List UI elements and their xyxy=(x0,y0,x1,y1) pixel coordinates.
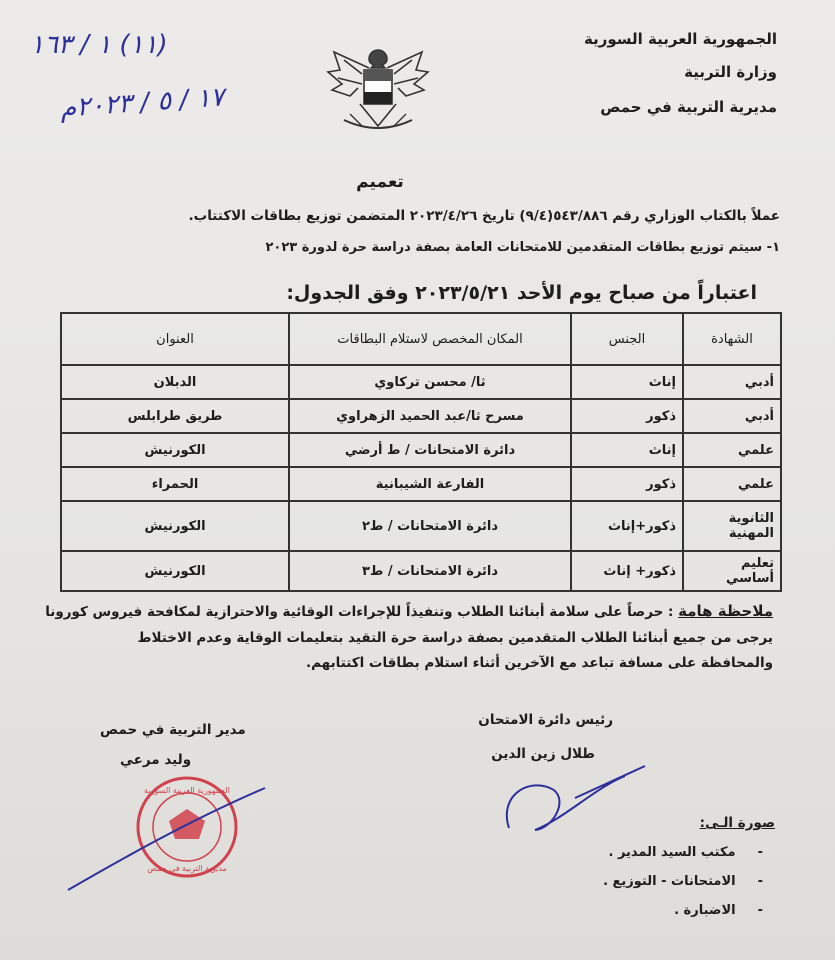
table-row xyxy=(61,365,781,399)
cell-address: الكورنيش xyxy=(61,501,289,551)
document-title: تعميم xyxy=(356,172,404,192)
header-gender: الجنس xyxy=(571,313,683,365)
header-ministry: وزارة التربية xyxy=(684,63,777,81)
director-name: وليد مرعي xyxy=(120,752,192,768)
signature-mark xyxy=(495,758,695,838)
cc-title: صورة الـى: xyxy=(699,815,775,831)
cell-gender: ذكور xyxy=(571,467,683,501)
note-label: ملاحظة هامة xyxy=(678,602,773,620)
table-row xyxy=(61,399,781,433)
exam-head-title: رئيس دائرة الامتحان xyxy=(478,712,613,728)
cell-gender: إناث xyxy=(571,365,683,399)
item1-line: ١- سيتم توزيع بطاقات المتقدمين للامتحانات العامة بصفة دراسة حرة لدورة ٢٠٢٣ xyxy=(265,240,780,255)
cell-gender: إناث xyxy=(571,433,683,467)
table-header-row xyxy=(61,313,781,365)
note-line-3: والمحافظة على مسافة تباعد مع الآخرين أثناء استلام بطاقات اكتتابهم. xyxy=(305,655,773,671)
cell-address: الحمراء xyxy=(61,467,289,501)
header-address: العنوان xyxy=(61,313,289,365)
cell-address: الدبلان xyxy=(61,365,289,399)
cell-address: الكورنيش xyxy=(61,433,289,467)
reference-line: عملاً بالكتاب الوزاري رقم ٥٤٣/٨٨٦(٩/٤) تاريخ ٢٠٢٣/٤/٢٦ المتضمن توزيع بطاقات الاكتتاب. xyxy=(188,208,780,224)
cell-certificate: أدبي xyxy=(683,399,781,433)
note-text-1: : حرصاً على سلامة أبنائنا الطلاب وتنفيذاً للإجراءات الوقائية والاحترازية لمكافحة فيروس كورونا xyxy=(45,604,674,620)
handwritten-date: ١٧ / ٥ / ٢٠٢٣م xyxy=(59,82,226,124)
table-row xyxy=(61,433,781,467)
exam-head-name: طلال زين الدين xyxy=(491,746,595,762)
director-title: مدير التربية في حمص xyxy=(100,722,246,738)
stamp-text-bottom: مديرية التربية في حمص xyxy=(147,864,227,873)
table-row xyxy=(61,551,781,591)
cell-place: الفارعة الشيبانية xyxy=(289,467,571,501)
cc-item: -الاضبارة . xyxy=(674,903,763,918)
cc-item: -الامتحانات - التوزيع . xyxy=(603,874,763,889)
table-row xyxy=(61,501,781,551)
cell-gender: ذكور+إناث xyxy=(571,501,683,551)
note-line-2: يرجى من جميع أبنائنا الطلاب المتقدمين بصفة دراسة حرة التقيد بتعليمات الوقاية وعدم الاختلاط xyxy=(137,630,773,646)
cell-place: دائرة الامتحانات / ط٢ xyxy=(289,501,571,551)
cell-place: ثا/ محسن تركاوي xyxy=(289,365,571,399)
cell-certificate: تعليم أساسي xyxy=(683,551,781,591)
cc-item: -مكتب السيد المدير . xyxy=(608,845,763,860)
cell-place: دائرة الامتحانات / ط٣ xyxy=(289,551,571,591)
cell-address: طريق طرابلس xyxy=(61,399,289,433)
stamp-text-top: الجمهورية العربية السورية xyxy=(144,786,230,795)
cell-certificate: علمي xyxy=(683,467,781,501)
cell-certificate: علمي xyxy=(683,433,781,467)
cell-address: الكورنيش xyxy=(61,551,289,591)
start-date-line: اعتباراً من صباح يوم الأحد ٢٠٢٣/٥/٢١ وفق الجدول: xyxy=(286,282,757,304)
distribution-table xyxy=(60,312,782,592)
header-directorate: مديرية التربية في حمص xyxy=(600,98,777,116)
handwritten-number: (١١) ١ / ١٦٣ xyxy=(30,30,168,60)
cell-place: دائرة الامتحانات / ط أرضي xyxy=(289,433,571,467)
header-place: المكان المخصص لاستلام البطاقات xyxy=(289,313,571,365)
director-signature-stroke xyxy=(60,760,280,900)
note-line-1 xyxy=(45,602,773,620)
cell-certificate: أدبي xyxy=(683,365,781,399)
header-country: الجمهورية العربية السورية xyxy=(584,30,777,48)
header-certificate: الشهادة xyxy=(683,313,781,365)
cell-certificate: الثانوية المهنية xyxy=(683,501,781,551)
cell-gender: ذكور+ إناث xyxy=(571,551,683,591)
cell-gender: ذكور xyxy=(571,399,683,433)
syrian-eagle-emblem xyxy=(322,40,434,138)
table-row xyxy=(61,467,781,501)
cell-place: مسرح ثا/عبد الحميد الزهراوي xyxy=(289,399,571,433)
